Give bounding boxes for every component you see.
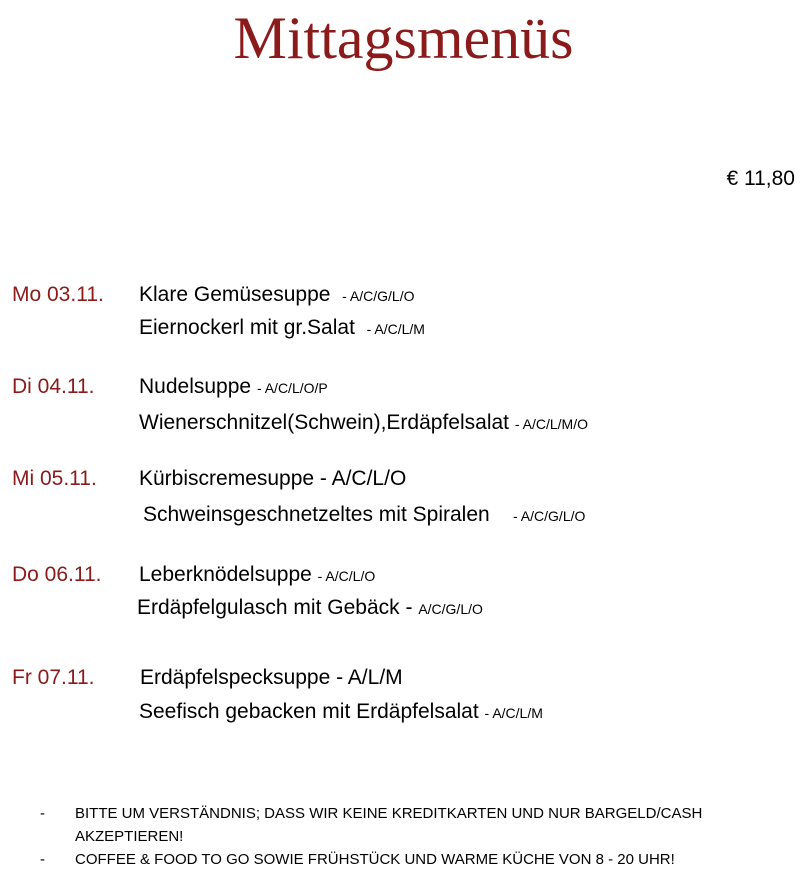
footer-notes bbox=[40, 802, 800, 871]
note-text: BITTE UM VERSTÄNDNIS; DASS WIR KEINE KREDITKARTEN UND NUR BARGELD/CASH AKZEPTIEREN! bbox=[75, 805, 703, 845]
dish-name: Leberknödelsuppe bbox=[139, 563, 312, 586]
dish-name: Erdäpfelspecksuppe - A/L/M bbox=[140, 666, 403, 689]
allergen-codes: - A/C/L/O/P bbox=[256, 380, 328, 396]
menu-day-tuesday bbox=[0, 372, 807, 452]
day-label: Mi 05.11. bbox=[12, 467, 97, 490]
menu-price: € 11,80 bbox=[726, 167, 795, 190]
main-dish-item bbox=[139, 313, 425, 344]
soup-item bbox=[139, 280, 414, 311]
note-payment bbox=[40, 802, 800, 848]
soup-item bbox=[139, 464, 406, 495]
main-dish-item bbox=[143, 500, 585, 531]
allergen-codes: - A/C/G/L/O bbox=[513, 508, 586, 524]
soup-item bbox=[139, 560, 375, 591]
allergen-codes: A/C/G/L/O bbox=[418, 601, 483, 617]
dish-name: Klare Gemüsesuppe bbox=[139, 283, 331, 306]
menu-day-wednesday bbox=[0, 464, 807, 544]
note-hours bbox=[40, 848, 800, 871]
main-dish-item bbox=[137, 593, 483, 624]
dish-name: Kürbiscremesuppe - A/C/L/O bbox=[139, 467, 407, 490]
allergen-codes: - A/C/L/O bbox=[317, 568, 376, 584]
allergen-codes: - A/C/L/M bbox=[366, 321, 425, 337]
day-label: Do 06.11. bbox=[12, 563, 102, 586]
soup-item bbox=[140, 663, 403, 694]
allergen-codes: - A/C/L/M bbox=[484, 705, 543, 721]
day-label: Fr 07.11. bbox=[12, 666, 95, 689]
note-bullet: - bbox=[40, 851, 45, 868]
allergen-codes: - A/C/G/L/O bbox=[342, 288, 415, 304]
allergen-codes: - A/C/L/M/O bbox=[514, 416, 588, 432]
soup-item bbox=[139, 372, 328, 403]
day-label: Mo 03.11. bbox=[12, 283, 104, 306]
menu-day-friday bbox=[0, 663, 807, 743]
menu-day-thursday bbox=[0, 560, 807, 640]
dish-name: Nudelsuppe bbox=[139, 375, 252, 398]
dish-name: Schweinsgeschnetzeltes mit Spiralen bbox=[143, 503, 490, 526]
dish-name: Seefisch gebacken mit Erdäpfelsalat bbox=[139, 700, 479, 723]
note-text: COFFEE & FOOD TO GO SOWIE FRÜHSTÜCK UND WARME KÜCHE VON 8 - 20 UHR! bbox=[75, 851, 675, 868]
menu-day-monday bbox=[0, 280, 807, 360]
main-dish-item bbox=[139, 697, 543, 728]
day-label: Di 04.11. bbox=[12, 375, 95, 398]
note-bullet: - bbox=[40, 805, 45, 822]
page-title: Mittagsmenüs bbox=[233, 5, 574, 71]
dish-name: Wienerschnitzel(Schwein),Erdäpfelsalat bbox=[139, 411, 509, 434]
dish-name: Eiernockerl mit gr.Salat bbox=[139, 316, 355, 339]
dish-name: Erdäpfelgulasch mit Gebäck - bbox=[137, 596, 413, 619]
main-dish-item bbox=[139, 408, 588, 439]
